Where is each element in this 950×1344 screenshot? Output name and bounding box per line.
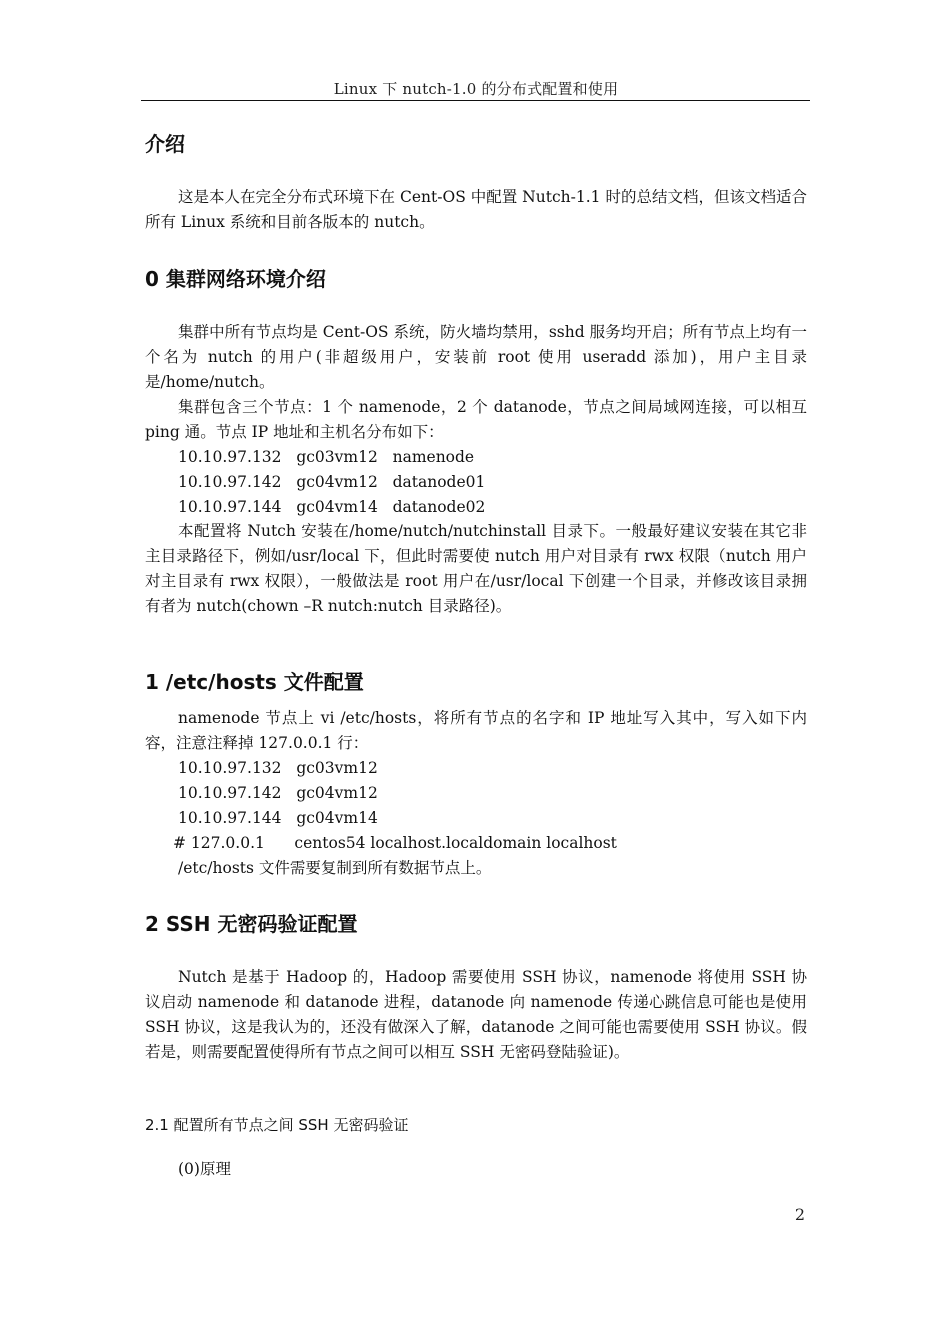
hosts-file-line-2: 10.10.97.142 gc04vm12 (178, 784, 378, 802)
host-line-2: 10.10.97.142 gc04vm12 datanode01 (178, 473, 486, 491)
hosts-file-line-1: 10.10.97.132 gc03vm12 (178, 759, 378, 777)
heading-section-2-1: 2.1 配置所有节点之间 SSH 无密码验证 (145, 1116, 409, 1134)
section-2-paragraph-1: Nutch 是基于 Hadoop 的，Hadoop 需要使用 SSH 协议，namenode 将使用 SSH 协议启动 namenode 和 datanode 进程，datanode 向 namenode 传递心跳信息可能也是使用 SSH 协议，这是我认为的，还没有做深入了解，datanode 之间可能也需要使用 SSH 协议。假若是，则需要配置使得所有节点之间可以相互 SSH 无密码登陆验证)。 (145, 968, 807, 1061)
section-2-1-paragraph: (0)原理 (178, 1160, 231, 1178)
hosts-file-line-3: 10.10.97.144 gc04vm14 (178, 809, 378, 827)
intro-paragraph: 这是本人在完全分布式环境下在 Cent-OS 中配置 Nutch-1.1 时的总结文档，但该文档适合所有 Linux 系统和目前各版本的 nutch。 (145, 188, 807, 231)
host-line-1: 10.10.97.132 gc03vm12 namenode (178, 448, 475, 466)
heading-section-1: 1 /etc/hosts 文件配置 (145, 670, 364, 694)
heading-intro: 介绍 (145, 132, 185, 156)
heading-section-2: 2 SSH 无密码验证配置 (145, 912, 358, 936)
hosts-file-comment-line: # 127.0.0.1 centos54 localhost.localdomain localhost (173, 834, 617, 852)
section-0-paragraph-2: 集群包含三个节点：1 个 namenode，2 个 datanode，节点之间局域网连接，可以相互 ping 通。节点 IP 地址和主机名分布如下： (145, 398, 807, 441)
header-rule (141, 100, 810, 101)
heading-section-0: 0 集群网络环境介绍 (145, 267, 326, 291)
running-header: Linux 下 nutch-1.0 的分布式配置和使用 (333, 80, 619, 98)
section-0-paragraph-3: 本配置将 Nutch 安装在/home/nutch/nutchinstall 目录下。一般最好建议安装在其它非主目录路径下，例如/usr/local 下，但此时需要使 nutch 用户对目录有 rwx 权限（nutch 用户对主目录有 rwx 权限），一般做法是 root 用户在/usr/local 下创建一个目录，并修改该目录拥有者为 nutch(chown –R nutch:nutch 目录路径)。 (145, 522, 807, 615)
section-0-paragraph-1: 集群中所有节点均是 Cent-OS 系统，防火墙均禁用，sshd 服务均开启；所有节点上均有一个名为 nutch 的用户(非超级用户，安装前 root 使用 useradd 添加)，用户主目录是/home/nutch。 (145, 323, 807, 391)
section-1-paragraph-1: namenode 节点上 vi /etc/hosts，将所有节点的名字和 IP 地址写入其中，写入如下内容，注意注释掉 127.0.0.1 行： (145, 709, 807, 752)
host-line-3: 10.10.97.144 gc04vm14 datanode02 (178, 498, 486, 516)
section-1-paragraph-2: /etc/hosts 文件需要复制到所有数据节点上。 (178, 859, 492, 877)
page-number: 2 (794, 1205, 805, 1224)
